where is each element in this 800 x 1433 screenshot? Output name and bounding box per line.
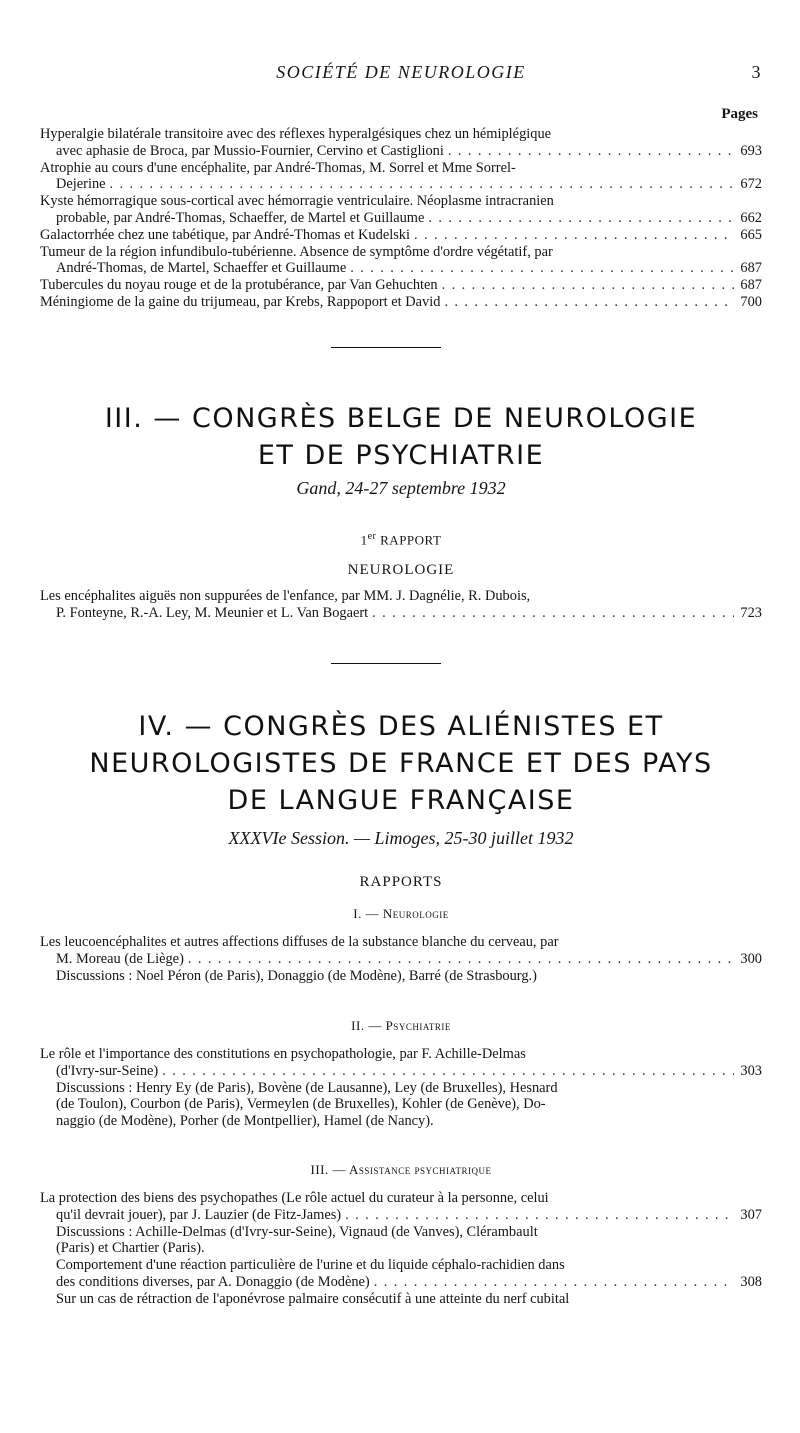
toc-section-2-list <box>40 126 762 311</box>
toc-entry-text: naggio (de Modène), Porher (de Montpellier), Hamel (de Nancy). <box>56 1113 434 1130</box>
dot-leader <box>110 176 734 193</box>
toc-entry-line <box>40 1063 762 1080</box>
toc-entry <box>40 160 762 194</box>
subsection-psychiatrie-heading: II. — Psychiatrie <box>351 1018 451 1033</box>
toc-entry-text: Dejerine <box>56 176 106 193</box>
toc-entry-text: (d'Ivry-sur-Seine) <box>56 1062 159 1079</box>
toc-page-number: 303 <box>740 1062 762 1079</box>
toc-entry-line <box>40 1224 762 1241</box>
dot-leader <box>372 605 734 622</box>
toc-entry-line <box>40 934 762 951</box>
toc-entry-line <box>40 1113 762 1130</box>
toc-page-number: 700 <box>740 293 762 310</box>
toc-entry-text: Atrophie au cours d'une encéphalite, par André-Thomas, M. Sorrel et Mme Sorrel- <box>40 159 516 176</box>
toc-page-number: 300 <box>740 950 762 967</box>
toc-entry <box>40 934 762 984</box>
toc-entry <box>40 588 762 622</box>
dot-leader <box>414 227 734 244</box>
toc-page-number: 687 <box>740 260 762 277</box>
dot-leader <box>442 277 734 294</box>
toc-entry <box>40 294 762 311</box>
toc-entry <box>40 244 762 278</box>
toc-entry-line <box>40 244 762 261</box>
toc-entry-text: qu'il devrait jouer), par J. Lauzier (de Fitz-James) <box>56 1206 342 1223</box>
section-4-subtitle: XXXVIe Session. — Limoges, 25-30 juillet 1932 <box>228 828 574 848</box>
toc-page-number: 665 <box>740 226 762 243</box>
toc-entry-line <box>40 1046 762 1063</box>
rapport-superscript: er <box>367 531 377 542</box>
toc-entry-line <box>40 143 762 160</box>
toc-entry-line <box>40 126 762 143</box>
toc-entry-line <box>40 605 762 622</box>
running-header <box>40 62 762 84</box>
toc-entry-text: Tumeur de la région infundibulo-tubérienne. Absence de symptôme d'ordre végétatif, par <box>40 243 553 260</box>
rapports-heading: RAPPORTS <box>359 874 443 890</box>
rapport-heading <box>40 531 762 548</box>
toc-entry <box>40 1046 762 1130</box>
dot-leader <box>345 1207 734 1224</box>
toc-entry <box>40 126 762 160</box>
toc-page-number: 672 <box>740 176 762 193</box>
toc-entry-text: Le rôle et l'importance des constitutions en psychopathologie, par F. Achille-Delmas <box>40 1046 526 1062</box>
toc-entry-line <box>40 227 762 244</box>
toc-entry-text: Les encéphalites aiguës non suppurées de l'enfance, par MM. J. Dagnélie, R. Dubois, <box>40 588 531 604</box>
pages-column-label: Pages <box>721 106 758 122</box>
rapport-number: 1 <box>360 532 368 548</box>
toc-entry-text: des conditions diverses, par A. Donaggio (de Modène) <box>56 1273 370 1290</box>
dot-leader <box>444 294 734 311</box>
toc-entry <box>40 1190 762 1308</box>
toc-entry-text: Méningiome de la gaine du trijumeau, par Krebs, Rappoport et David <box>40 293 441 310</box>
dot-leader <box>350 260 734 277</box>
dot-leader <box>162 1063 734 1080</box>
toc-entry-text: Comportement d'une réaction particulière de l'urine et du liquide céphalo-rachidien dans <box>56 1257 565 1274</box>
toc-entry-text: (de Toulon), Courbon (de Paris), Vermeylen (de Bruxelles), Kohler (de Genève), Do- <box>56 1096 546 1113</box>
section-4-heading-line: DE LANGUE FRANÇAISE <box>227 785 575 816</box>
toc-entry-line <box>40 1080 762 1097</box>
toc-entry <box>40 227 762 244</box>
toc-entry-text: Discussions : Achille-Delmas (d'Ivry-sur-Seine), Vignaud (de Vanves), Clérambault <box>56 1223 538 1240</box>
section-4-heading-line: IV. — CONGRÈS DES ALIÉNISTES ET <box>138 711 664 742</box>
toc-page-number: 308 <box>740 1273 762 1290</box>
toc-entry-line <box>40 260 762 277</box>
section-3-heading <box>40 400 762 474</box>
toc-entry-text: avec aphasie de Broca, par Mussio-Fournier, Cervino et Castiglioni <box>56 142 444 159</box>
dot-leader <box>448 143 734 160</box>
section-divider <box>331 663 441 664</box>
toc-entry-line <box>40 176 762 193</box>
section-4-heading <box>40 708 762 819</box>
section-3-subtitle: Gand, 24-27 septembre 1932 <box>296 478 506 498</box>
toc-section-3-list <box>40 588 762 622</box>
toc-page-number: 693 <box>740 142 762 159</box>
toc-entry-text: La protection des biens des psychopathes (Le rôle actuel du curateur à la personne, celui <box>40 1190 549 1206</box>
page-number: 3 <box>751 62 762 82</box>
section-divider <box>331 347 441 348</box>
topic-heading: NEUROLOGIE <box>347 562 455 578</box>
toc-entry-text: Sur un cas de rétraction de l'aponévrose palmaire consécutif à une atteinte du nerf cubital <box>56 1290 570 1307</box>
toc-entry-line <box>40 193 762 210</box>
dot-leader <box>428 210 734 227</box>
toc-psychiatrie-list <box>40 1046 762 1130</box>
toc-entry-line <box>40 588 762 605</box>
toc-entry-text: M. Moreau (de Liège) <box>56 950 184 967</box>
toc-entry-text: Tubercules du noyau rouge et de la protubérance, par Van Gehuchten <box>40 277 438 294</box>
rapport-word: RAPPORT <box>380 532 442 548</box>
toc-entry-text: Galactorrhée chez une tabétique, par André-Thomas et Kudelski <box>40 226 411 243</box>
toc-neurologie-list <box>40 934 762 984</box>
toc-entry-line <box>40 1274 762 1291</box>
subsection-assistance-heading: III. — Assistance psychiatrique <box>310 1162 492 1177</box>
toc-entry-line <box>40 1096 762 1113</box>
toc-entry-line <box>40 951 762 968</box>
toc-page-number: 723 <box>740 604 762 621</box>
toc-entry-text: Hyperalgie bilatérale transitoire avec des réflexes hyperalgésiques chez un hémiplégique <box>40 126 552 142</box>
toc-entry-line <box>40 210 762 227</box>
toc-page-number: 662 <box>740 209 762 226</box>
toc-entry-line <box>40 1190 762 1207</box>
toc-entry-text: P. Fonteyne, R.-A. Ley, M. Meunier et L. Van Bogaert <box>56 604 369 621</box>
toc-assistance-list <box>40 1190 762 1308</box>
toc-entry-text: (Paris) et Chartier (Paris). <box>56 1240 205 1257</box>
dot-leader <box>374 1274 734 1291</box>
toc-entry <box>40 277 762 294</box>
toc-entry-text: probable, par André-Thomas, Schaeffer, de Martel et Guillaume <box>56 209 425 226</box>
toc-entry-line <box>40 1240 762 1257</box>
dot-leader <box>188 951 734 968</box>
toc-entry-line <box>40 1291 762 1308</box>
toc-entry-text: Les leucoencéphalites et autres affections diffuses de la substance blanche du cerveau, par <box>40 934 559 950</box>
toc-page-number: 687 <box>740 277 762 294</box>
subsection-neurologie-heading: I. — Neurologie <box>353 906 449 921</box>
section-3-heading-line: III. — CONGRÈS BELGE DE NEUROLOGIE <box>104 403 698 434</box>
toc-entry-line <box>40 294 762 311</box>
toc-entry <box>40 193 762 227</box>
toc-entry-text: André-Thomas, de Martel, Schaeffer et Guillaume <box>56 260 347 277</box>
toc-entry-text: Discussions : Noel Péron (de Paris), Donaggio (de Modène), Barré (de Strasbourg.) <box>56 967 537 984</box>
running-title: SOCIÉTÉ DE NEUROLOGIE <box>276 62 526 82</box>
toc-page-number: 307 <box>740 1206 762 1223</box>
section-3-heading-line: ET DE PSYCHIATRIE <box>257 440 545 471</box>
toc-entry-line <box>40 1207 762 1224</box>
toc-entry-line <box>40 1257 762 1274</box>
toc-entry-line <box>40 160 762 177</box>
toc-entry-text: Discussions : Henry Ey (de Paris), Bovène (de Lausanne), Ley (de Bruxelles), Hesnard <box>56 1079 558 1096</box>
section-4-heading-line: NEUROLOGISTES DE FRANCE ET DES PAYS <box>89 748 713 779</box>
toc-entry-line <box>40 968 762 985</box>
toc-entry-text: Kyste hémorragique sous-cortical avec hémorragie ventriculaire. Néoplasme intracranien <box>40 193 554 210</box>
toc-entry-line <box>40 277 762 294</box>
